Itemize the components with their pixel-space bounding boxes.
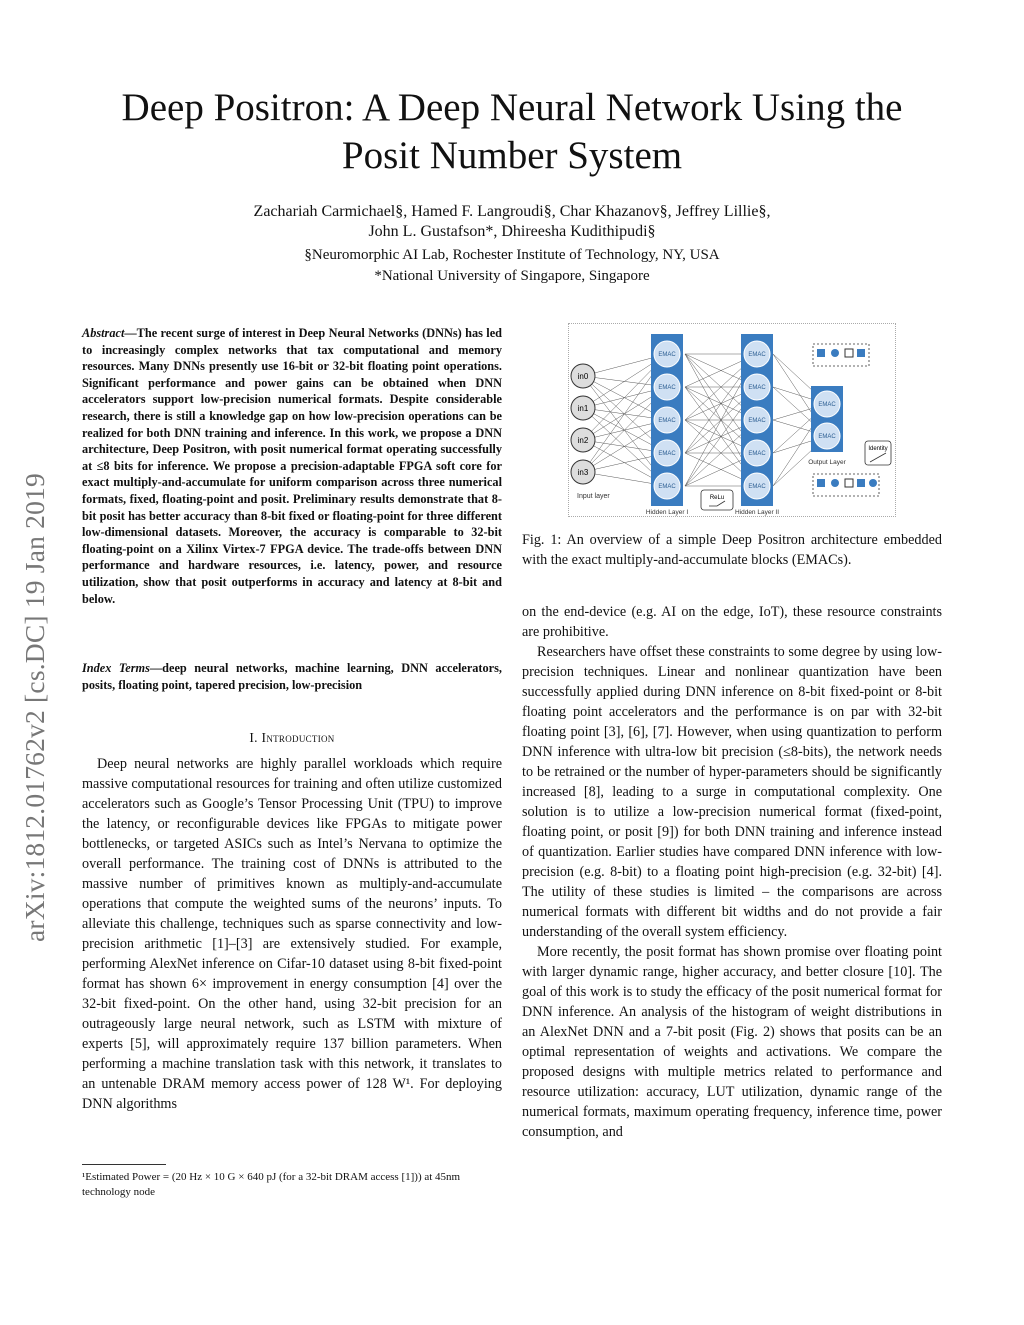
footnote-rule [82, 1164, 166, 1165]
emac-label: EMAC [818, 434, 836, 440]
input-label: in2 [577, 436, 589, 445]
authors-line-1: Zachariah Carmichael§, Hamed F. Langroudi§, Char Khazanov§, Jeffrey Lillie§, [253, 203, 771, 220]
title-line-1: Deep Positron: A Deep Neural Network Using the [121, 86, 903, 129]
emac-label: EMAC [658, 484, 676, 490]
index-terms [82, 660, 502, 693]
emac-label: EMAC [658, 451, 676, 457]
input-layer [571, 364, 610, 500]
right-paragraph-3: More recently, the posit format has shown promise over floating point with larger dynamic range, higher accuracy, and better closure [10]. The goal of this work is to study the efficacy of the posit numerical format for DNN inference. An analysis of the histogram of weight distributions in an AlexNet DNN and a 7-bit posit (Fig. 2) shows that posits can be an optimal representation of weights and activations. We compare the proposed designs with multiple metrics related to performance and resource utilization: accuracy, LUT utilization, dynamic range of the numerical formats, maximum operating frequency, inference time, power consumption, and [522, 944, 942, 1140]
index-terms-label: Index Terms [82, 661, 150, 675]
abstract [82, 325, 502, 607]
emac-label: EMAC [658, 418, 676, 424]
paper-title [60, 84, 964, 180]
right-paragraph-2: Researchers have offset these constraints to some degree by using low-precision techniques. Linear and nonlinear quantization have been successfully applied during DNN inference on 8-bit fixed-point or 8-bit floating point accelerators and the performance is on par with 32-bit floating point [3], [6], [7]. However, when using quantization to perform DNN inference with ultra-low bit precision (≤8-bits), the network needs to be retrained or the number of hyper-parameters should be significantly increased [8], leading to a surge in computational complexity. One solution is to utilize a low-precision numerical format (fixed-point, floating point, or posit [9]) for both DNN training and inference instead of quantization. Earlier studies have compared DNN inference with low-precision (e.g. 8-bit) to a floating point high-precision (e.g. 32-bit) [4]. The utility of these studies is limited – the comparisons are across numerical formats with different bit widths and do not provide a fair understanding of the overall system efficiency. [522, 644, 942, 940]
emac-label: EMAC [748, 484, 766, 490]
index-terms-text: —deep neural networks, machine learning, DNN accelerators, posits, floating point, tapered precision, low-precision [82, 661, 502, 692]
right-paragraph-1: on the end-device (e.g. AI on the edge, IoT), these resource constraints are prohibitive. [522, 604, 942, 640]
relu-box [701, 490, 733, 510]
emac-label: EMAC [748, 385, 766, 391]
emac-label: EMAC [818, 402, 836, 408]
output-layer-label: Output Layer [808, 459, 846, 466]
authors-line-2: John L. Gustafson*, Dhireesha Kudithipudi§ [368, 223, 656, 240]
title-line-2: Posit Number System [341, 134, 683, 177]
authors [60, 202, 964, 242]
network-diagram [569, 324, 895, 516]
emac-label: EMAC [748, 418, 766, 424]
abstract-text: —The recent surge of interest in Deep Neural Networks (DNNs) has led to increasingly complex networks that tax computational and memory resources. Many DNNs presently use 16-bit or 32-bit floating point operations. Significant performance and power gains can be obtained when DNN accelerators support low-precision numerical formats. Despite considerable research, there is still a knowledge gap on how low-precision operations can be realized for both DNN training and inference. In this work, we propose a DNN architecture, Deep Positron, with posit numerical format operating successfully at ≤8 bits for inference. We propose a precision-adaptable FPGA soft core for exact multiply-and-accumulate for uniform comparison across three numerical formats, fixed, floating-point and posit. Preliminary results demonstrate that 8-bit posit has better accuracy than 8-bit fixed or floating-point for three different low-dimensional datasets. Moreover, the accuracy is comparable to 32-bit floating-point on a Xilinx Virtex-7 FPGA device. The trade-offs between DNN performance and hardware resources, i.e. latency, power, and resource utilization, show that posit outperforms in accuracy and latency at 8-bit and below. [82, 326, 502, 606]
input-layer-label: Input layer [577, 493, 610, 500]
hidden-layer-1-label: Hidden Layer I [645, 509, 689, 516]
footnote: ¹Estimated Power = (20 Hz × 10 G × 640 pJ (for a 32-bit DRAM access [1])) at 45nm technology node [82, 1171, 461, 1198]
figure-caption: Fig. 1: An overview of a simple Deep Positron architecture embedded with the exact multiply-and-accumulate blocks (EMACs). [522, 532, 942, 568]
emac-detail-top [813, 344, 869, 366]
emac-detail-bottom [813, 474, 879, 496]
hidden-layer-2 [735, 334, 779, 516]
input-label: in3 [577, 468, 589, 477]
abstract-label: Abstract [82, 326, 125, 340]
affiliation-2: *National University of Singapore, Singapore [374, 268, 650, 284]
emac-label: EMAC [748, 352, 766, 358]
hidden-layer-1 [646, 334, 688, 516]
figure-1 [568, 323, 896, 517]
affiliation-1: §Neuromorphic AI Lab, Rochester Institute of Technology, NY, USA [304, 247, 720, 263]
arxiv-identifier[interactable]: arXiv:1812.01762v2 [cs.DC] 19 Jan 2019 [19, 473, 50, 942]
input-label: in1 [577, 404, 589, 413]
emac-label: EMAC [658, 352, 676, 358]
identity-box [865, 441, 891, 465]
svg-text:ReLu: ReLu [709, 495, 725, 501]
emac-label: EMAC [748, 451, 766, 457]
input-label: in0 [577, 372, 589, 381]
emac-label: EMAC [658, 385, 676, 391]
section-heading: I. Introduction [249, 730, 335, 745]
right-column [522, 602, 942, 1142]
intro-paragraph: Deep neural networks are highly parallel workloads which require massive computational resources for training and often utilize customized accelerators such as Google’s Tensor Processing Unit (TPU) to improve the latency, or reconfigurable devices like FPGAs to mitigate power bottlenecks, or targeted ASICs such as Intel’s Nervana to optimize the overall performance. The training cost of DNNs is attributed to the massive number of primitives known as multiply-and-accumulate operations that compute the weighted sums of the neurons’ inputs. To alleviate this challenge, techniques such as sparse connectivity and low-precision arithmetic [1]–[3] are extensively studied. For example, performing AlexNet inference on Cifar-10 dataset using 8-bit fixed-point format has shown 6× improvement in energy consumption [4] over the 32-bit fixed-point. On the other hand, using 32-bit precision for an outrageously large neural network, such as LSTM with mixture of experts [5], will approximately require 137 billion parameters. When performing a machine translation task with this network, it translates to an untenable DRAM memory access power of 128 W¹. For deploying DNN algorithms [82, 756, 502, 1112]
svg-text:Identity: Identity [868, 446, 888, 452]
hidden-layer-2-label: Hidden Layer II [734, 509, 780, 516]
output-layer [808, 386, 846, 466]
intro-column [82, 754, 502, 1114]
